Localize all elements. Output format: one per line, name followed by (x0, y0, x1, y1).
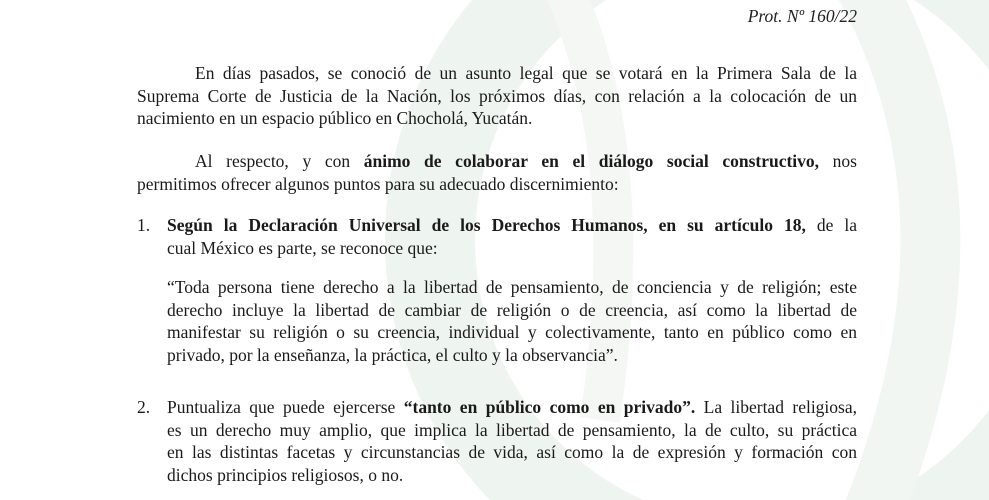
list-number: 1. (137, 215, 151, 235)
text-segment: La libertad religiosa, (695, 397, 857, 417)
text-line: privado, por la enseñanza, la práctica, el culto y la observancia”. (167, 344, 618, 365)
text-line: en las distintas facetas y circunstancias de vida, así como la de expresión y formación con (167, 442, 857, 462)
text-line: manifestar su religión o su creencia, individual y colectivamente, tanto en público como en (167, 322, 857, 342)
text-line: Suprema Corte de Justicia de la Nación, los próximos días, con relación a la colocación de un (137, 85, 857, 106)
purpose-paragraph (137, 150, 857, 195)
intro-paragraph (137, 62, 857, 130)
bold-segment: “tanto en público como en privado”. (403, 397, 696, 417)
list-number: 2. (137, 397, 151, 417)
text-line: nacimiento en un espacio público en Chocholá, Yucatán. (137, 108, 533, 128)
bold-segment: ánimo de colaborar en el diálogo social constructivo, (363, 151, 820, 171)
bold-segment: Según la Declaración Universal de los Derechos Humanos, en su artículo 18, (167, 215, 806, 235)
protocol-number: Prot. Nº 160/22 (747, 6, 857, 26)
text-line (167, 214, 857, 237)
text-line: derecho incluye la libertad de cambiar de religión o de creencia, así como la libertad de (167, 299, 857, 320)
text-segment: de la (805, 215, 857, 235)
text-line: “Toda persona tiene derecho a la libertad de pensamiento, de conciencia y de religión; este (167, 277, 857, 297)
text-segment: nos (819, 151, 857, 171)
text-line (167, 396, 857, 419)
article-quote (167, 276, 857, 366)
text-line: permitimos ofrecer algunos puntos para su adecuado discernimiento: (137, 173, 619, 194)
text-line: dichos principios religiosos, o no. (167, 464, 404, 485)
text-line: es un derecho muy amplio, que implica la libertad de pensamiento, la de culto, su práctica (167, 419, 857, 440)
text-segment: Al respecto, y con (195, 151, 364, 171)
text-line: En días pasados, se conoció de un asunto legal que se votará en la Primera Sala de la (195, 63, 857, 83)
list-item-1 (167, 214, 857, 259)
list-item-2 (167, 396, 857, 486)
text-line: cual México es parte, se reconoce que: (167, 237, 438, 258)
text-line (137, 150, 857, 173)
text-segment: Puntualiza que puede ejercerse (167, 397, 404, 417)
